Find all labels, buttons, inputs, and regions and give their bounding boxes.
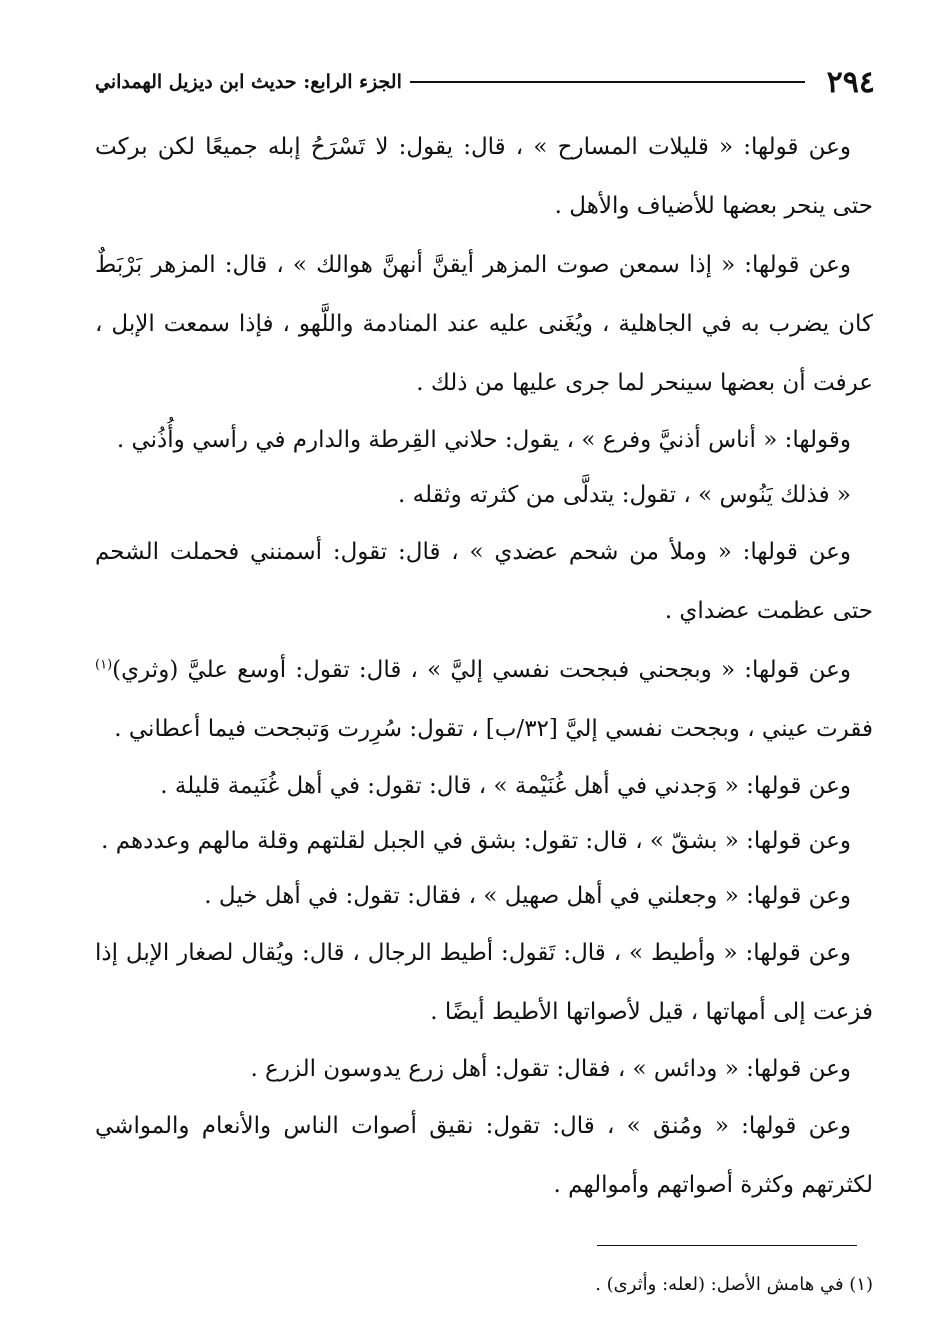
main-text [95,118,873,1215]
paragraph-4: « فذلك يَنُوس » ، تقول: يتدلَّى من كثرته وثقله . [398,482,851,508]
page-number: ٢٩٤ [826,64,875,100]
paragraph-3: وقولها: « أناس أذنيَّ وفرع » ، يقول: حلاني القِرطة والدارم في رأسي وأُذُني . [116,427,851,453]
paragraph-5: وعن قولها: « وملأ من شحم عضدي » ، قال: تقول: أسمنني فحملت الشحم حتى عظمت عضداي . [95,539,873,624]
paragraph-9: وعن قولها: « وجعلني في أهل صهيل » ، فقال: تقول: في أهل خيل . [204,883,851,909]
paragraph-2: وعن قولها: « إذا سمعن صوت المزهر أيقنَّ أنهنَّ هوالك » ، قال: المزهر بَرْبَطٌ كان يضرب به في الجاهلية ، ويُغَنى عليه عند المنادمة واللَّهو ، فإذا سمعت الإبل ، عرفت أن بعضها سينحر لما جرى عليها من ذلك . [95,252,873,396]
header-rule [410,81,805,83]
paragraph-7: وعن قولها: « وَجدني في أهل غُنَيْمة » ، قال: تقول: في أهل غُنَيمة قليلة . [160,773,851,799]
paragraph-6 [95,641,873,759]
page-header [95,62,875,102]
paragraph-6-text-b: فقرت عيني ، وبجحت نفسي إليَّ [٣٢/ب] ، تقول: سُرِرت وَتبجحت فيما أعطاني . [114,716,873,742]
footnote-rule [597,1245,857,1246]
running-title: الجزء الرابع: حديث ابن ديزيل الهمداني [95,71,402,93]
paragraph-10: وعن قولها: « وأطيط » ، قال: تَقول: أطيط الرجال ، قال: ويُقال لصغار الإبل إذا فزعت إلى أمهاتها ، قيل لأصواتها الأطيط أيضًا . [95,940,873,1025]
paragraph-6-text-a: وعن قولها: « وبجحني فبجحت نفسي إليَّ » ، قال: تقول: أوسع عليَّ (وثري) [112,657,851,683]
paragraph-11: وعن قولها: « ودائس » ، فقال: تقول: أهل زرع يدوسون الزرع . [250,1056,851,1082]
paragraph-12: وعن قولها: « ومُنق » ، قال: تقول: نقيق أصوات الناس والأنعام والمواشي لكثرتهم وكثرة أصواتهم وأموالهم . [95,1113,873,1198]
paragraph-1: وعن قولها: « قليلات المسارح » ، قال: يقول: لا تَسْرَحُ إبله جميعًا لكن بركت حتى ينحر بعضها للأضياف والأهل . [95,134,873,219]
footnote-reference-mark: (١) [95,657,113,673]
paragraph-8: وعن قولها: « بشقّ » ، قال: تقول: بشق في الجبل لقلتهم وقلة مالهم وعددهم . [101,828,851,854]
footnote: (١) في هامش الأصل: (لعله: وأثرى) . [595,1274,873,1295]
